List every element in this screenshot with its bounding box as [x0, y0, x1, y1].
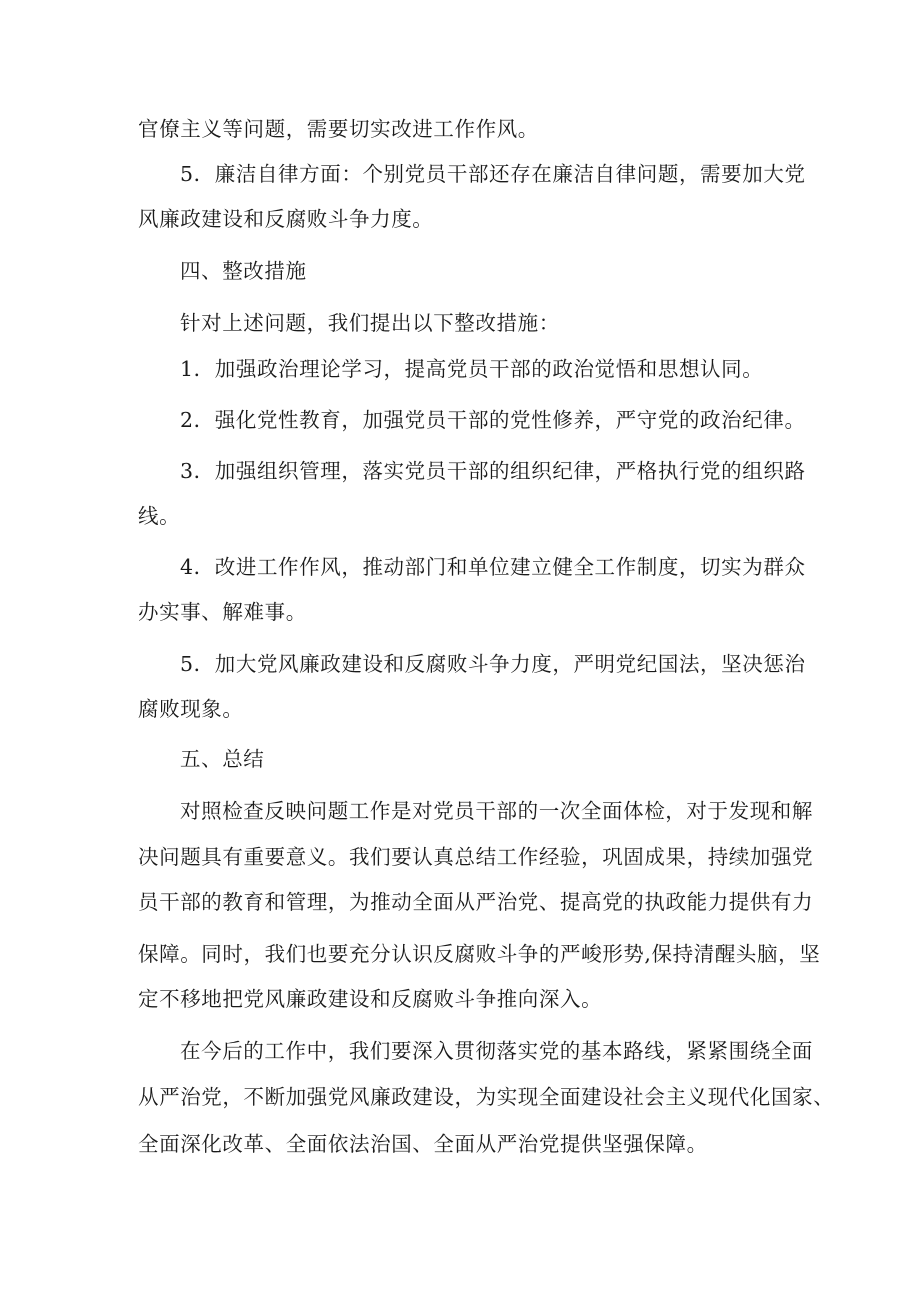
text-line: 风廉政建设和反腐败斗争力度。: [138, 207, 434, 231]
paragraph-line: 从严治党，不断加强党风廉政建设，为实现全面建设社会主义现代化国家、: [138, 1085, 835, 1109]
text-line: 办实事、解难事。: [138, 600, 307, 624]
text-line: 线。: [138, 504, 181, 528]
paragraph-line: 针对上述问题，我们提出以下整改措施：: [180, 311, 560, 335]
text-line: 腐败现象。: [138, 697, 244, 721]
paragraph-line: 全面深化改革、全面依法治国、全面从严治党提供坚强保障。: [138, 1132, 708, 1156]
list-item-text: 3．加强组织管理，落实党员干部的组织纪律，严格执行党的组织路: [180, 459, 806, 483]
paragraph-line: 对照检查反映问题工作是对党员干部的一次全面体检，对于发现和解: [180, 799, 813, 823]
list-item-text: 5．加大党风廉政建设和反腐败斗争力度，严明党纪国法，坚决惩治: [180, 652, 806, 676]
paragraph-line: 在今后的工作中，我们要深入贯彻落实党的基本路线，紧紧围绕全面: [180, 1039, 813, 1063]
list-item-text: 1．加强政治理论学习，提高党员干部的政治觉悟和思想认同。: [180, 357, 764, 381]
section-heading: 五、总结: [180, 747, 265, 771]
paragraph-line: 决问题具有重要意义。我们要认真总结工作经验，巩固成果，持续加强党: [138, 845, 814, 869]
section-heading: 四、整改措施: [180, 259, 307, 283]
paragraph-line: 定不移地把党风廉政建设和反腐败斗争推向深入。: [138, 987, 603, 1011]
paragraph-line: 员干部的教育和管理，为推动全面从严治党、提高党的执政能力提供有力: [138, 890, 814, 914]
list-item-text: 2．强化党性教育，加强党员干部的党性修养，严守党的政治纪律。: [180, 408, 806, 432]
list-item-text: 4．改进工作作风，推动部门和单位建立健全工作制度，切实为群众: [180, 555, 806, 579]
text-line: 官僚主义等问题，需要切实改进工作作风。: [138, 117, 539, 141]
list-item-text: 5．廉洁自律方面：个别党员干部还存在廉洁自律问题，需要加大党: [180, 162, 806, 186]
paragraph-line: 保障。同时，我们也要充分认识反腐败斗争的严峻形势,保持清醒头脑，坚: [138, 942, 821, 966]
